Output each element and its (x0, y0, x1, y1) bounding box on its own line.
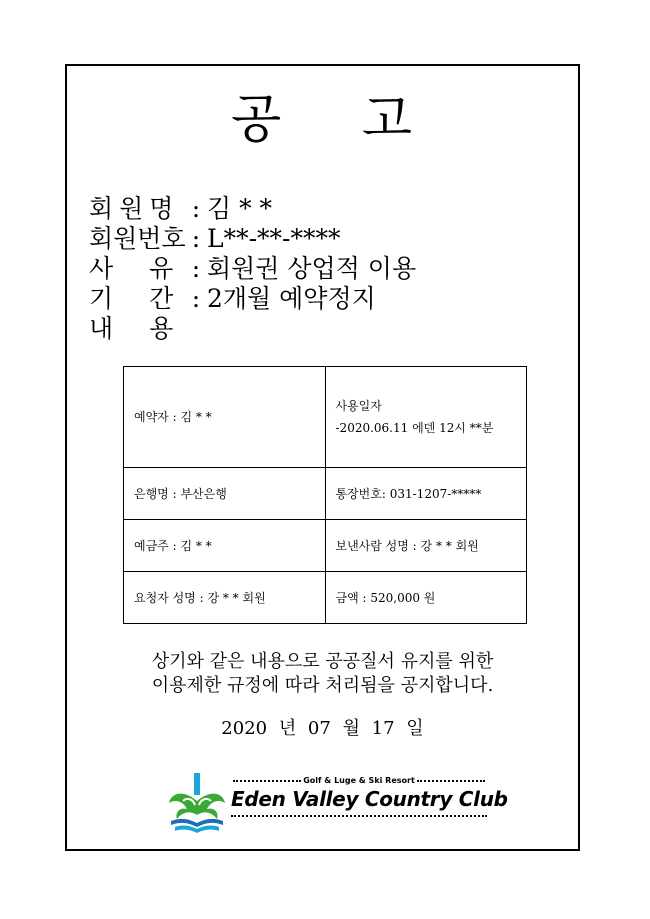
table-cell: 은행명 : 부산은행 (124, 468, 326, 520)
notice-frame (65, 64, 580, 851)
info-label: 기 간 (89, 284, 174, 313)
closing-line: 상기와 같은 내용으로 공공질서 유지를 위한 (151, 651, 494, 672)
table-row (124, 572, 527, 624)
table-row (124, 468, 527, 520)
table-row (124, 520, 527, 572)
table-cell: 보낸사람 성명 : 강 * * 회원 (325, 520, 527, 572)
club-logo (165, 771, 508, 835)
info-value: 회원권 상업적 이용 (207, 254, 417, 283)
table-cell: 예약자 : 김 * * (124, 367, 326, 468)
logo-brand-name: Eden Valley Country Club (231, 787, 508, 811)
closing-line: 이용제한 규정에 따라 처리됨을 공지합니다. (151, 675, 494, 696)
closing-statement (67, 650, 578, 698)
info-row-period (89, 284, 416, 314)
table-cell: 사용일자 -2020.06.11 에덴 12시 **분 (325, 367, 527, 468)
info-value: 김 * * (207, 194, 273, 223)
info-colon: : (191, 224, 201, 253)
logo-underline (231, 815, 487, 817)
info-label: 회원명 (89, 194, 180, 223)
info-row-content (89, 314, 416, 344)
info-colon: : (191, 254, 201, 283)
tagline-text: Golf & Luge & Ski Resort (303, 776, 415, 785)
info-value: 2개월 예약정지 (207, 284, 376, 313)
notice-info (89, 194, 416, 344)
info-label: 내 용 (89, 314, 174, 343)
info-value: L**-**-**** (207, 224, 341, 253)
info-colon: : (191, 284, 201, 313)
info-row-member-name (89, 194, 416, 224)
info-label: 회원번호 (89, 224, 186, 253)
table-cell: 예금주 : 김 * * (124, 520, 326, 572)
notice-date: 2020 년 07 월 17 일 (221, 718, 424, 739)
table-cell: 금액 : 520,000 원 (325, 572, 527, 624)
logo-tagline (231, 776, 487, 785)
notice-title: 공 고 (231, 90, 414, 150)
details-table (123, 366, 527, 624)
table-cell: 통장번호: 031-1207-***** (325, 468, 527, 520)
info-row-member-number (89, 224, 416, 254)
info-colon: : (191, 194, 201, 223)
table-row (124, 367, 527, 468)
table-cell: 요청자 성명 : 강 * * 회원 (124, 572, 326, 624)
info-label: 사 유 (89, 254, 174, 283)
fountain-emblem-icon (165, 771, 229, 835)
info-row-reason (89, 254, 416, 284)
